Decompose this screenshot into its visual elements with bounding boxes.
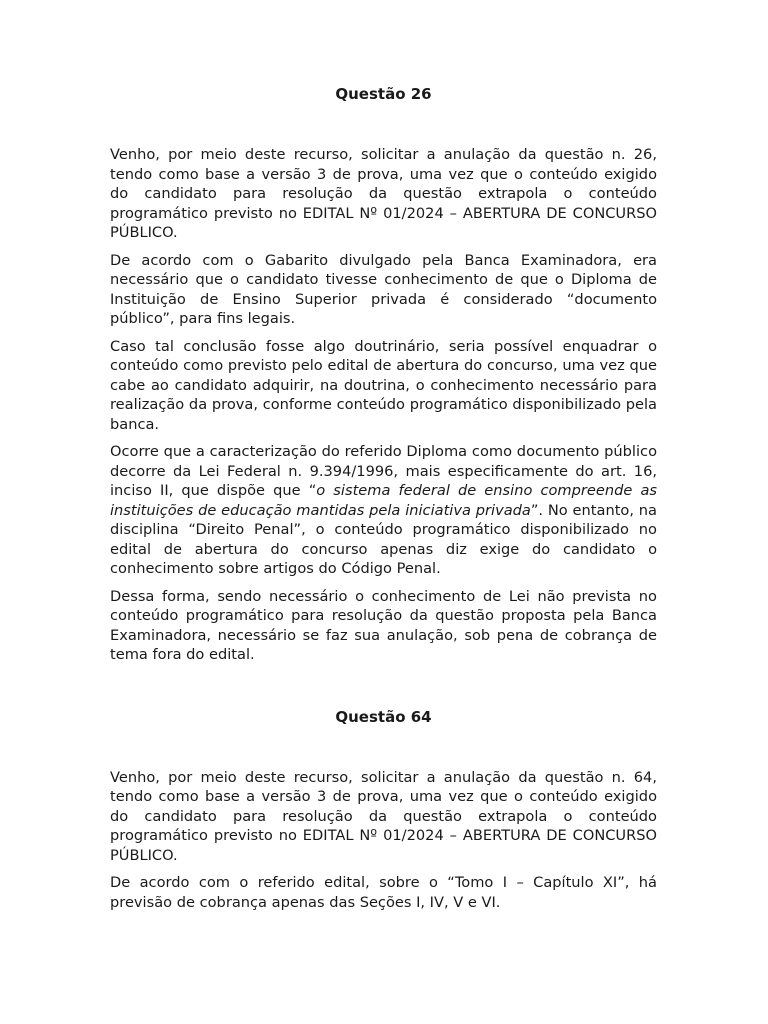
section-heading: Questão 26 <box>335 85 432 103</box>
section-body <box>110 768 657 913</box>
paragraph: Caso tal conclusão fosse algo doutrinário, seria possível enquadrar o conteúdo como previsto pelo edital de abertura do concurso, uma vez que cabe ao candidato adquirir, na doutrina, o conhecimento necessário para realização da prova, conforme conteúdo programático disponibilizado pela banca. <box>110 337 657 433</box>
paragraph: Venho, por meio deste recurso, solicitar a anulação da questão n. 26, tendo como base a versão 3 de prova, uma vez que o conteúdo exigido do candidato para resolução da questão extrapola o conteúdo programático previsto no EDITAL Nº 01/2024 – ABERTURA DE CONCURSO PÚBLICO. <box>110 146 657 241</box>
section-body <box>110 145 657 665</box>
paragraph: De acordo com o Gabarito divulgado pela Banca Examinadora, era necessário que o candidato tivesse conhecimento de que o Diploma de Instituição de Ensino Superior privada é considerado “documento público”, para fins legais. <box>110 251 657 327</box>
section-questao-64 <box>110 707 657 913</box>
paragraph-with-quote <box>110 442 657 579</box>
paragraph: De acordo com o referido edital, sobre o “Tomo I – Capítulo XI”, há previsão de cobrança apenas das Seções I, IV, V e VI. <box>110 874 657 911</box>
paragraph-text: ”. No entanto, na disciplina “Direito Penal”, o conteúdo programático disponibilizado no edital de abertura do concurso apenas diz exige do candidato o conhecimento sobre artigos do Código Penal. <box>110 501 657 577</box>
section-heading: Questão 64 <box>335 707 432 726</box>
paragraph: Venho, por meio deste recurso, solicitar a anulação da questão n. 64, tendo como base a versão 3 de prova, uma vez que o conteúdo exigido do candidato para resolução da questão extrapola o conteúdo programático previsto no EDITAL Nº 01/2024 – ABERTURA DE CONCURSO PÚBLICO. <box>110 768 657 864</box>
quoted-law-text: o sistema federal de ensino compreende as instituições de educação mantidas pela iniciativa privada <box>110 482 657 519</box>
section-questao-26 <box>110 84 657 665</box>
paragraph: Dessa forma, sendo necessário o conhecimento de Lei não prevista no conteúdo programático para resolução da questão proposta pela Banca Examinadora, necessário se faz sua anulação, sob pena de cobrança de tema fora do edital. <box>110 587 657 663</box>
document-page <box>110 84 657 920</box>
paragraph-text: Ocorre que a caracterização do referido Diploma como documento público decorre da Lei Federal n. 9.394/1996, mais especificamente do art. 16, inciso II, que dispõe que “ <box>110 443 657 499</box>
